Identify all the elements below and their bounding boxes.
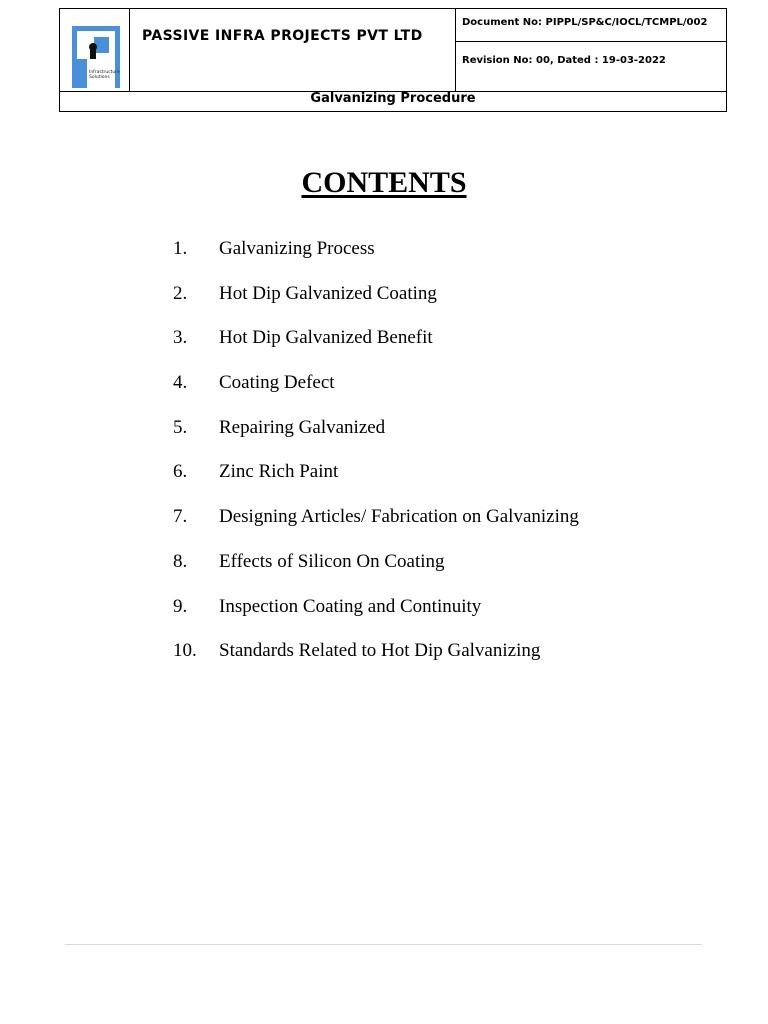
toc-item (173, 237, 579, 282)
toc-item-number: 2. (173, 282, 188, 304)
toc-item-label: Effects of Silicon On Coating (219, 550, 445, 572)
toc-item (173, 595, 579, 640)
toc-item-label: Designing Articles/ Fabrication on Galvanizing (219, 506, 579, 528)
toc-item-number: 3. (173, 327, 188, 349)
toc-item (173, 505, 579, 550)
document-number-cell (456, 9, 726, 42)
toc-item (173, 460, 579, 505)
toc-item-number: 1. (173, 238, 188, 259)
toc-item-number: 7. (173, 506, 188, 528)
toc-item-label: Hot Dip Galvanized Coating (219, 282, 437, 304)
document-title: Galvanizing Procedure (310, 91, 476, 106)
revision-info: Revision No: 00, Dated : 19-03-2022 (462, 55, 666, 66)
toc-item-label: Coating Defect (219, 372, 335, 394)
logo-text: Infrastructure Solutions (89, 70, 120, 80)
toc-item-number: 9. (173, 595, 188, 617)
document-header (59, 8, 727, 112)
footer-divider (65, 944, 702, 945)
toc-item (173, 326, 579, 371)
toc-item (173, 371, 579, 416)
toc-item-label: Zinc Rich Paint (219, 461, 339, 483)
revision-cell (456, 42, 726, 91)
toc-item (173, 416, 579, 461)
company-name: PASSIVE INFRA PROJECTS PVT LTD (142, 28, 423, 44)
contents-heading: CONTENTS (301, 166, 467, 199)
toc-item-number: 10. (173, 640, 197, 662)
toc-item-number: 6. (173, 461, 188, 483)
toc-item (173, 550, 579, 595)
document-title-row (60, 91, 726, 111)
toc-item-number: 4. (173, 372, 188, 394)
table-of-contents (173, 237, 579, 684)
toc-item (173, 639, 579, 684)
toc-item-label: Galvanizing Process (219, 238, 375, 259)
toc-item-number: 5. (173, 416, 188, 438)
logo-cell (60, 9, 130, 91)
toc-item-number: 8. (173, 550, 188, 572)
document-number: Document No: PIPPL/SP&C/IOCL/TCMPL/002 (462, 17, 708, 28)
company-cell (130, 9, 456, 91)
toc-item-label: Inspection Coating and Continuity (219, 595, 482, 617)
toc-item-label: Hot Dip Galvanized Benefit (219, 327, 433, 349)
toc-item (173, 282, 579, 327)
toc-item-label: Repairing Galvanized (219, 416, 386, 438)
toc-item-label: Standards Related to Hot Dip Galvanizing (219, 640, 541, 662)
